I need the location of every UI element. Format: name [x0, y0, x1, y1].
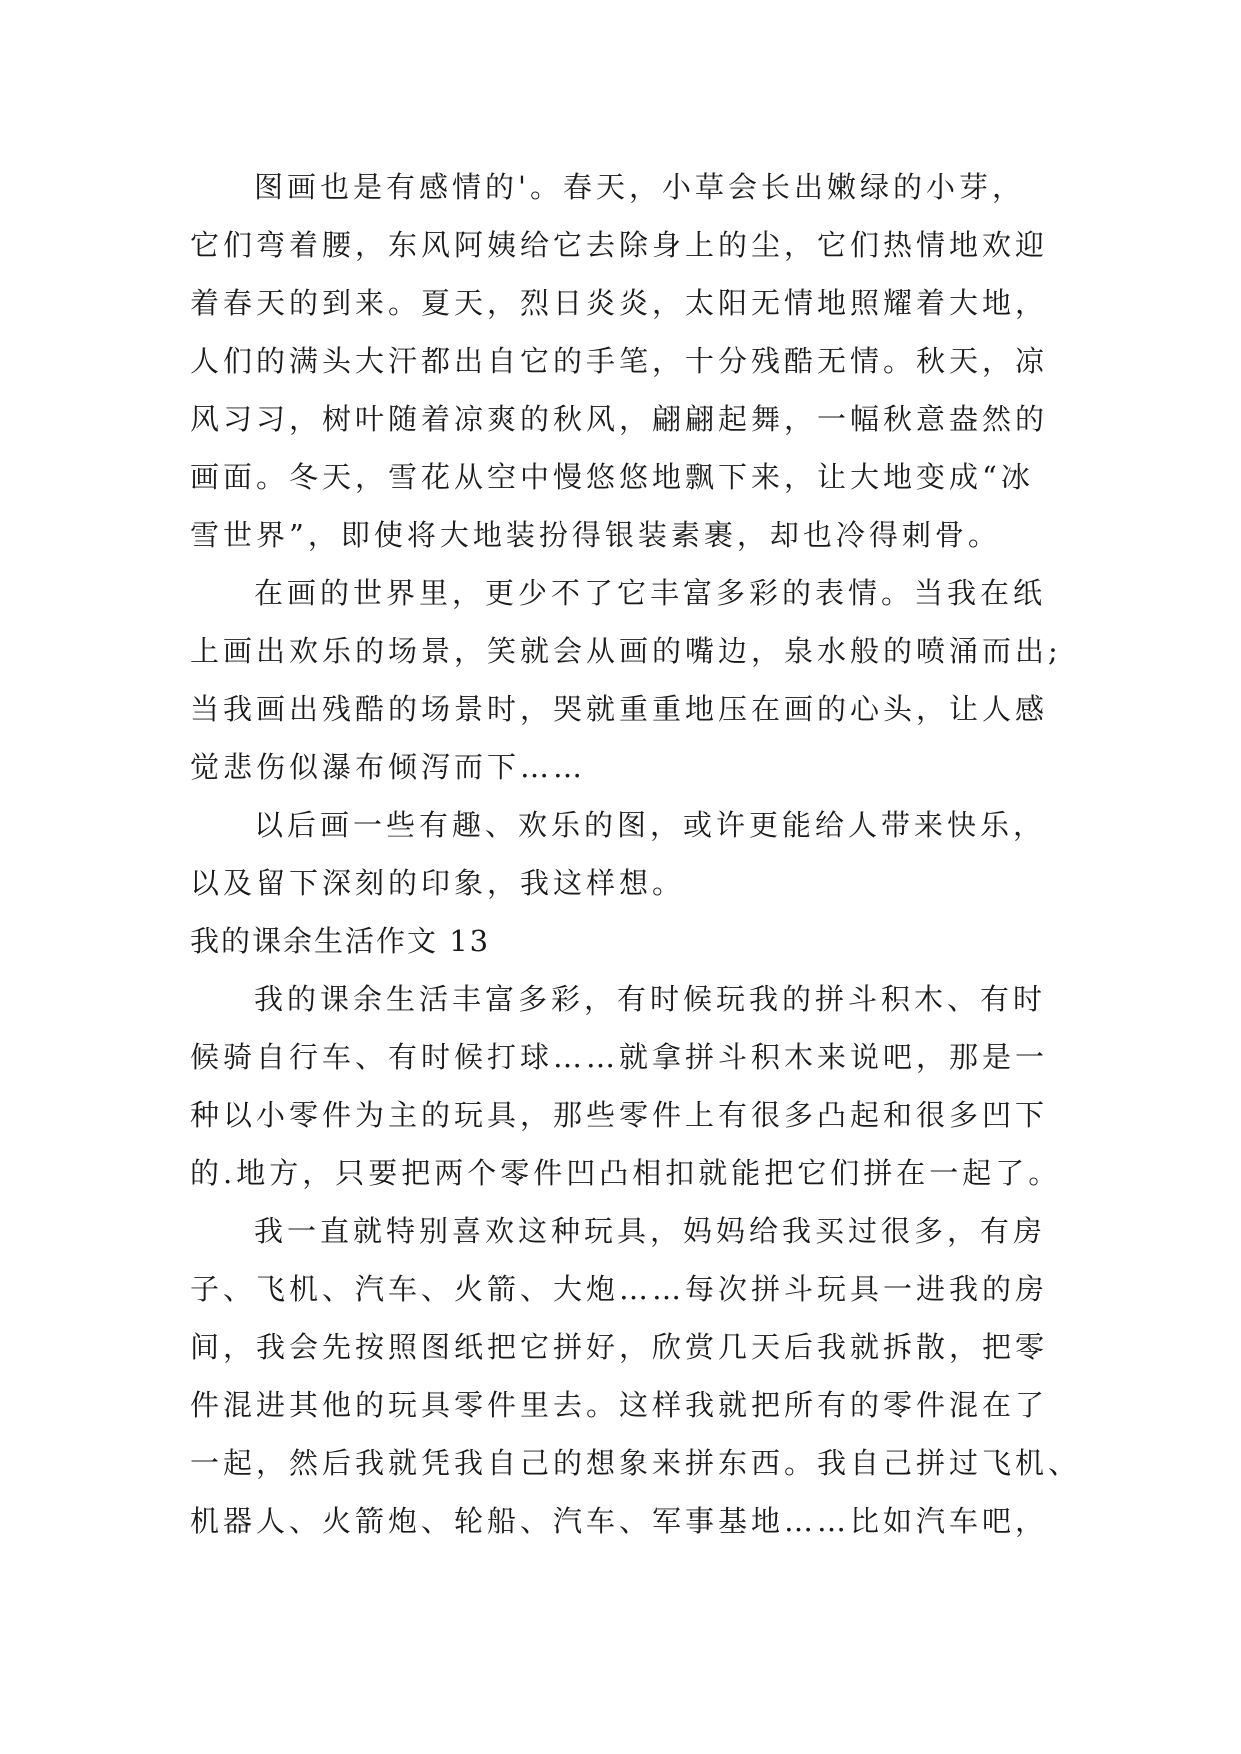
text-line: 一起，然后我就凭我自己的想象来拼东西。我自己拼过飞机、: [190, 1446, 1082, 1480]
text-line: 在画的世界里，更少不了它丰富多彩的表情。当我在纸: [254, 576, 1047, 610]
paragraph-drawings-seasons: [190, 158, 1080, 564]
text-line: 件混进其他的玩具零件里去。这样我就把所有的零件混在了: [190, 1388, 1049, 1422]
text-line: 间，我会先按照图纸把它拼好，欣赏几天后我就拆散，把零: [190, 1330, 1049, 1364]
paragraph-hobby-intro: [190, 970, 1080, 1202]
text-line: 候骑自行车、有时候打球……就拿拼斗积木来说吧，那是一: [190, 1040, 1049, 1074]
text-line: 子、飞机、汽车、火箭、大炮……每次拼斗玩具一进我的房: [190, 1272, 1049, 1306]
text-line: 风习习，树叶随着凉爽的秋风，翩翩起舞，一幅秋意盎然的: [190, 402, 1049, 436]
text-line: 它们弯着腰，东风阿姨给它去除身上的尘，它们热情地欢迎: [190, 228, 1049, 262]
text-line: 以及留下深刻的印象，我这样想。: [190, 866, 686, 900]
paragraph-drawings-conclusion: [190, 796, 1080, 912]
text-line: 画面。冬天，雪花从空中慢悠悠地飘下来，让大地变成“冰: [190, 460, 1034, 494]
essay-heading: 我的课余生活作文 13: [190, 924, 491, 958]
text-line: 机器人、火箭炮、轮船、汽车、军事基地……比如汽车吧，: [190, 1504, 1049, 1538]
text-line: 图画也是有感情的'。春天，小草会长出嫩绿的小芽，: [254, 170, 1025, 204]
text-line: 的.地方，只要把两个零件凹凸相扣就能把它们拼在一起了。: [190, 1156, 1062, 1190]
text-line: 以后画一些有趣、欢乐的图，或许更能给人带来快乐，: [254, 808, 1047, 842]
text-line: 着春天的到来。夏天，烈日炎炎，太阳无情地照耀着大地，: [190, 286, 1049, 320]
text-line: 种以小零件为主的玩具，那些零件上有很多凸起和很多凹下: [190, 1098, 1049, 1132]
text-line: 当我画出残酷的场景时，哭就重重地压在画的心头，让人感: [190, 692, 1049, 726]
text-line: 觉悲伤似瀑布倾泻而下……: [190, 750, 587, 784]
paragraph-drawings-expressions: [190, 564, 1080, 796]
text-line: 我的课余生活丰富多彩，有时候玩我的拼斗积木、有时: [254, 982, 1047, 1016]
paragraph-hobby-details: [190, 1202, 1080, 1550]
text-line: 上画出欢乐的场景，笑就会从画的嘴边，泉水般的喷涌而出;: [190, 634, 1062, 668]
text-line: 我一直就特别喜欢这种玩具，妈妈给我买过很多，有房: [254, 1214, 1047, 1248]
document-body: [190, 158, 1080, 1550]
text-line: 人们的满头大汗都出自它的手笔，十分残酷无情。秋天，凉: [190, 344, 1049, 378]
text-line: 雪世界”，即使将大地装扮得银装素裹，却也冷得刺骨。: [190, 518, 1001, 552]
